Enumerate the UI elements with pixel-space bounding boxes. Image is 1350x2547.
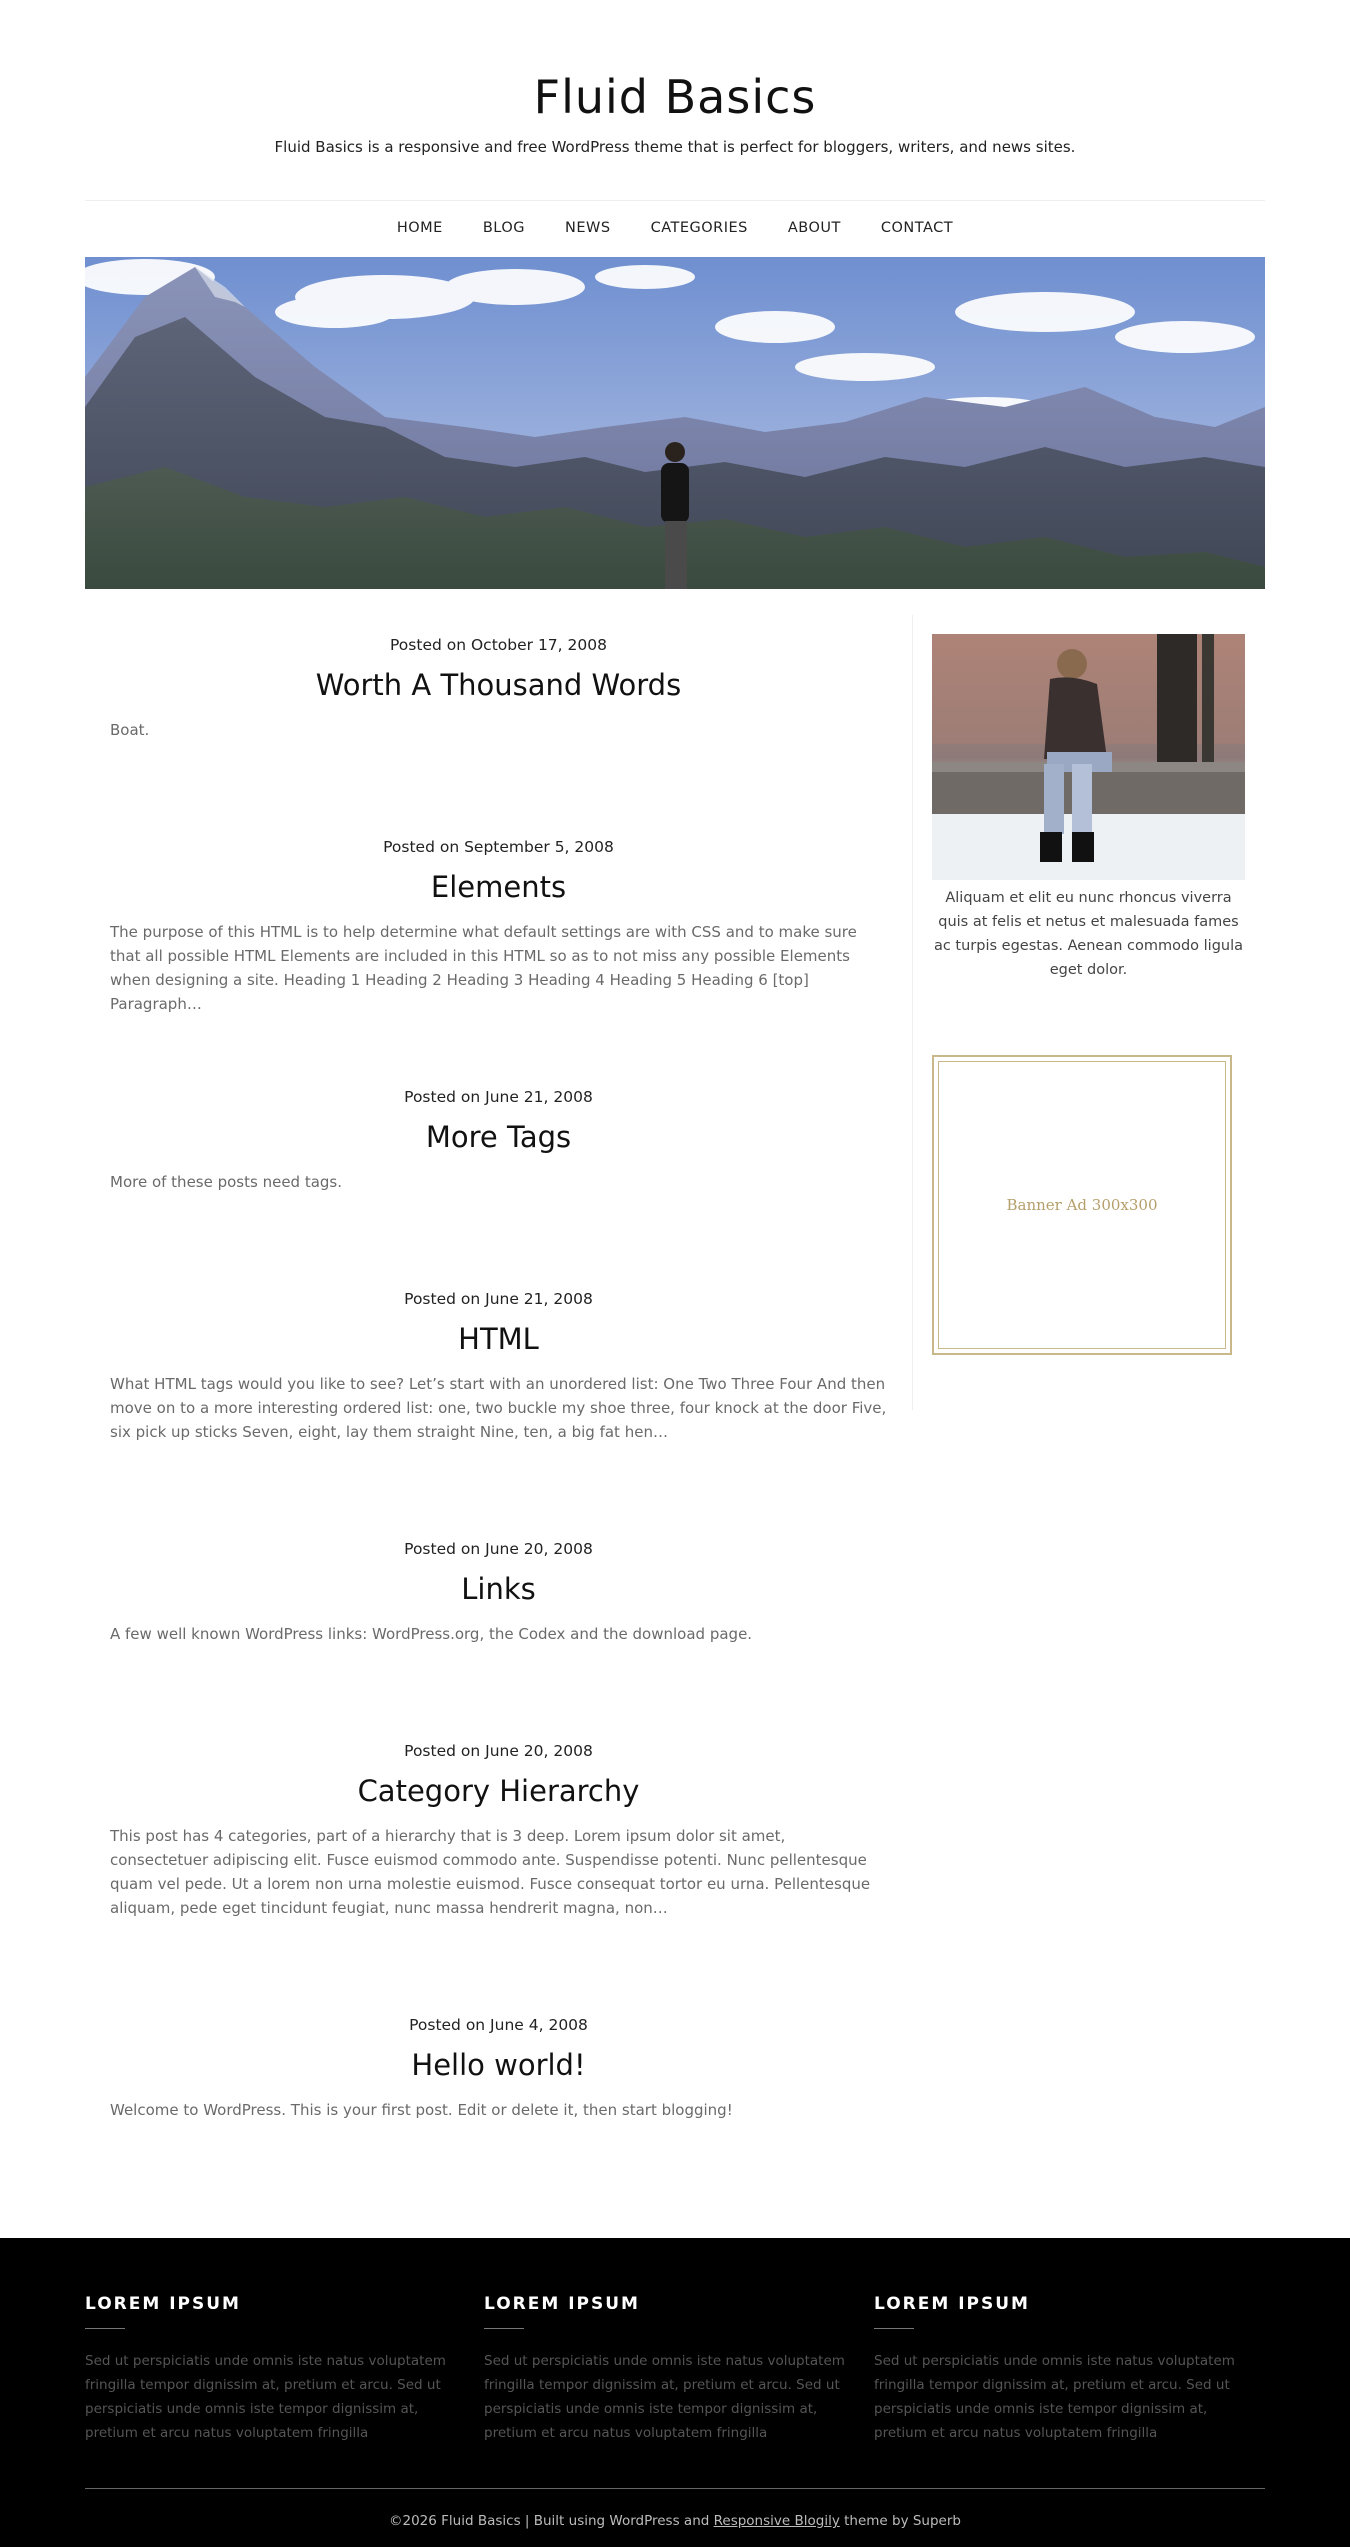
sidebar-photo-widget <box>932 634 1245 880</box>
banner-ad-frame <box>938 1061 1226 1349</box>
post-date: Posted on June 20, 2008 <box>404 1742 593 1760</box>
post-title[interactable]: Worth A Thousand Words <box>315 668 682 702</box>
footer-column-title: LOREM IPSUM <box>484 2294 640 2314</box>
nav-item-contact[interactable]: CONTACT <box>880 220 954 236</box>
main-nav <box>0 200 1350 256</box>
footer-credit-prefix: ©2026 Fluid Basics | Built using WordPress and <box>389 2513 714 2529</box>
hero-image <box>85 257 1265 589</box>
post-date: Posted on October 17, 2008 <box>390 636 607 654</box>
banner-ad-label: Banner Ad 300x300 <box>1006 1196 1158 1214</box>
footer-credit-suffix: theme by Superb <box>839 2513 961 2529</box>
post-excerpt: The purpose of this HTML is to help determine what default settings are with CSS and to make sure that all possible HTML Elements are included in this HTML so as to not miss any possible Elements when designing a site. Heading 1 Heading 2 Heading 3 Heading 4 Heading 5 Heading 6 [top] Paragraph… <box>110 923 857 1013</box>
post-excerpt: Boat. <box>110 721 150 739</box>
banner-ad[interactable] <box>932 1055 1232 1355</box>
post-item <box>110 1290 887 1444</box>
footer-title-underline <box>874 2328 914 2329</box>
nav-item-categories[interactable]: CATEGORIES <box>650 220 748 236</box>
sidebar-divider <box>912 615 913 1410</box>
footer-column-title: LOREM IPSUM <box>85 2294 241 2314</box>
post-item <box>110 1540 887 1646</box>
nav-item-news[interactable]: NEWS <box>565 220 611 236</box>
nav-item-about[interactable]: ABOUT <box>787 220 841 236</box>
post-title[interactable]: HTML <box>458 1322 539 1356</box>
footer-column-text: Sed ut perspiciatis unde omnis iste natus voluptatem fringilla tempor dignissim at, pretium et arcu. Sed ut perspiciatis unde omnis iste tempor dignissim at, pretium et arcu natus voluptatem fringilla <box>85 2353 446 2441</box>
site-footer <box>0 2238 1350 2547</box>
site-header <box>0 0 1350 200</box>
footer-divider <box>85 2488 1265 2489</box>
footer-title-underline <box>85 2328 125 2329</box>
nav-item-home[interactable]: HOME <box>396 220 443 236</box>
post-date: Posted on June 21, 2008 <box>404 1088 593 1106</box>
post-date: Posted on June 21, 2008 <box>404 1290 593 1308</box>
footer-column-title: LOREM IPSUM <box>874 2294 1030 2314</box>
mountain-landscape-image <box>85 257 1265 589</box>
nav-item-blog[interactable]: BLOG <box>482 220 526 236</box>
post-title[interactable]: Elements <box>430 870 567 904</box>
sidebar-photo-caption: Aliquam et elit eu nunc rhoncus viverra quis at felis et netus et malesuada fames ac turpis egestas. Aenean commodo ligula eget dolor. <box>933 890 1244 978</box>
post-excerpt: What HTML tags would you like to see? Let’s start with an unordered list: One Two Three Four And then move on to a more interesting ordered list: one, two buckle my shoe three, four knock at the door Five, six pick up sticks Seven, eight, lay them straight Nine, ten, a big fat hen… <box>110 1375 887 1441</box>
footer-column-text: Sed ut perspiciatis unde omnis iste natus voluptatem fringilla tempor dignissim at, pretium et arcu. Sed ut perspiciatis unde omnis iste tempor dignissim at, pretium et arcu natus voluptatem fringilla <box>874 2353 1235 2441</box>
theme-link[interactable]: Responsive Blogily <box>713 2513 840 2529</box>
post-excerpt: This post has 4 categories, part of a hierarchy that is 3 deep. Lorem ipsum dolor sit amet, consectetuer adipiscing elit. Fusce euismod commodo ante. Suspendisse potenti. Nunc pellentesque quam vel pede. Ut a lorem non urna molestie euismod. Fusce consequat tortor eu urna. Pellentesque aliquam, pede eget tincidunt feugiat, nunc massa hendrerit magna, non… <box>110 1827 871 1917</box>
site-title[interactable]: Fluid Basics <box>533 70 817 124</box>
hiker-figure <box>661 442 689 589</box>
post-date: Posted on June 20, 2008 <box>404 1540 593 1558</box>
post-excerpt: Welcome to WordPress. This is your first post. Edit or delete it, then start blogging! <box>110 2101 733 2119</box>
footer-column <box>484 2294 864 2445</box>
footer-column <box>874 2294 1254 2445</box>
post-item <box>110 838 887 1016</box>
post-title[interactable]: Hello world! <box>411 2048 586 2082</box>
post-item <box>110 2016 887 2122</box>
woman-sitting-on-wall-photo <box>932 634 1245 880</box>
site-description: Fluid Basics is a responsive and free WordPress theme that is perfect for bloggers, writers, and news sites. <box>274 138 1076 156</box>
footer-column <box>85 2294 465 2445</box>
post-item <box>110 636 887 742</box>
post-excerpt: A few well known WordPress links: WordPress.org, the Codex and the download page. <box>110 1625 753 1643</box>
footer-column-text: Sed ut perspiciatis unde omnis iste natus voluptatem fringilla tempor dignissim at, pretium et arcu. Sed ut perspiciatis unde omnis iste tempor dignissim at, pretium et arcu natus voluptatem fringilla <box>484 2353 845 2441</box>
post-date: Posted on June 4, 2008 <box>409 2016 588 2034</box>
post-item <box>110 1742 887 1920</box>
post-excerpt: More of these posts need tags. <box>110 1173 343 1191</box>
post-date: Posted on September 5, 2008 <box>383 838 614 856</box>
footer-credit <box>0 2513 1350 2529</box>
post-title[interactable]: More Tags <box>425 1120 572 1154</box>
post-title[interactable]: Links <box>461 1572 536 1606</box>
post-item <box>110 1088 887 1194</box>
footer-title-underline <box>484 2328 524 2329</box>
post-title[interactable]: Category Hierarchy <box>357 1774 640 1808</box>
